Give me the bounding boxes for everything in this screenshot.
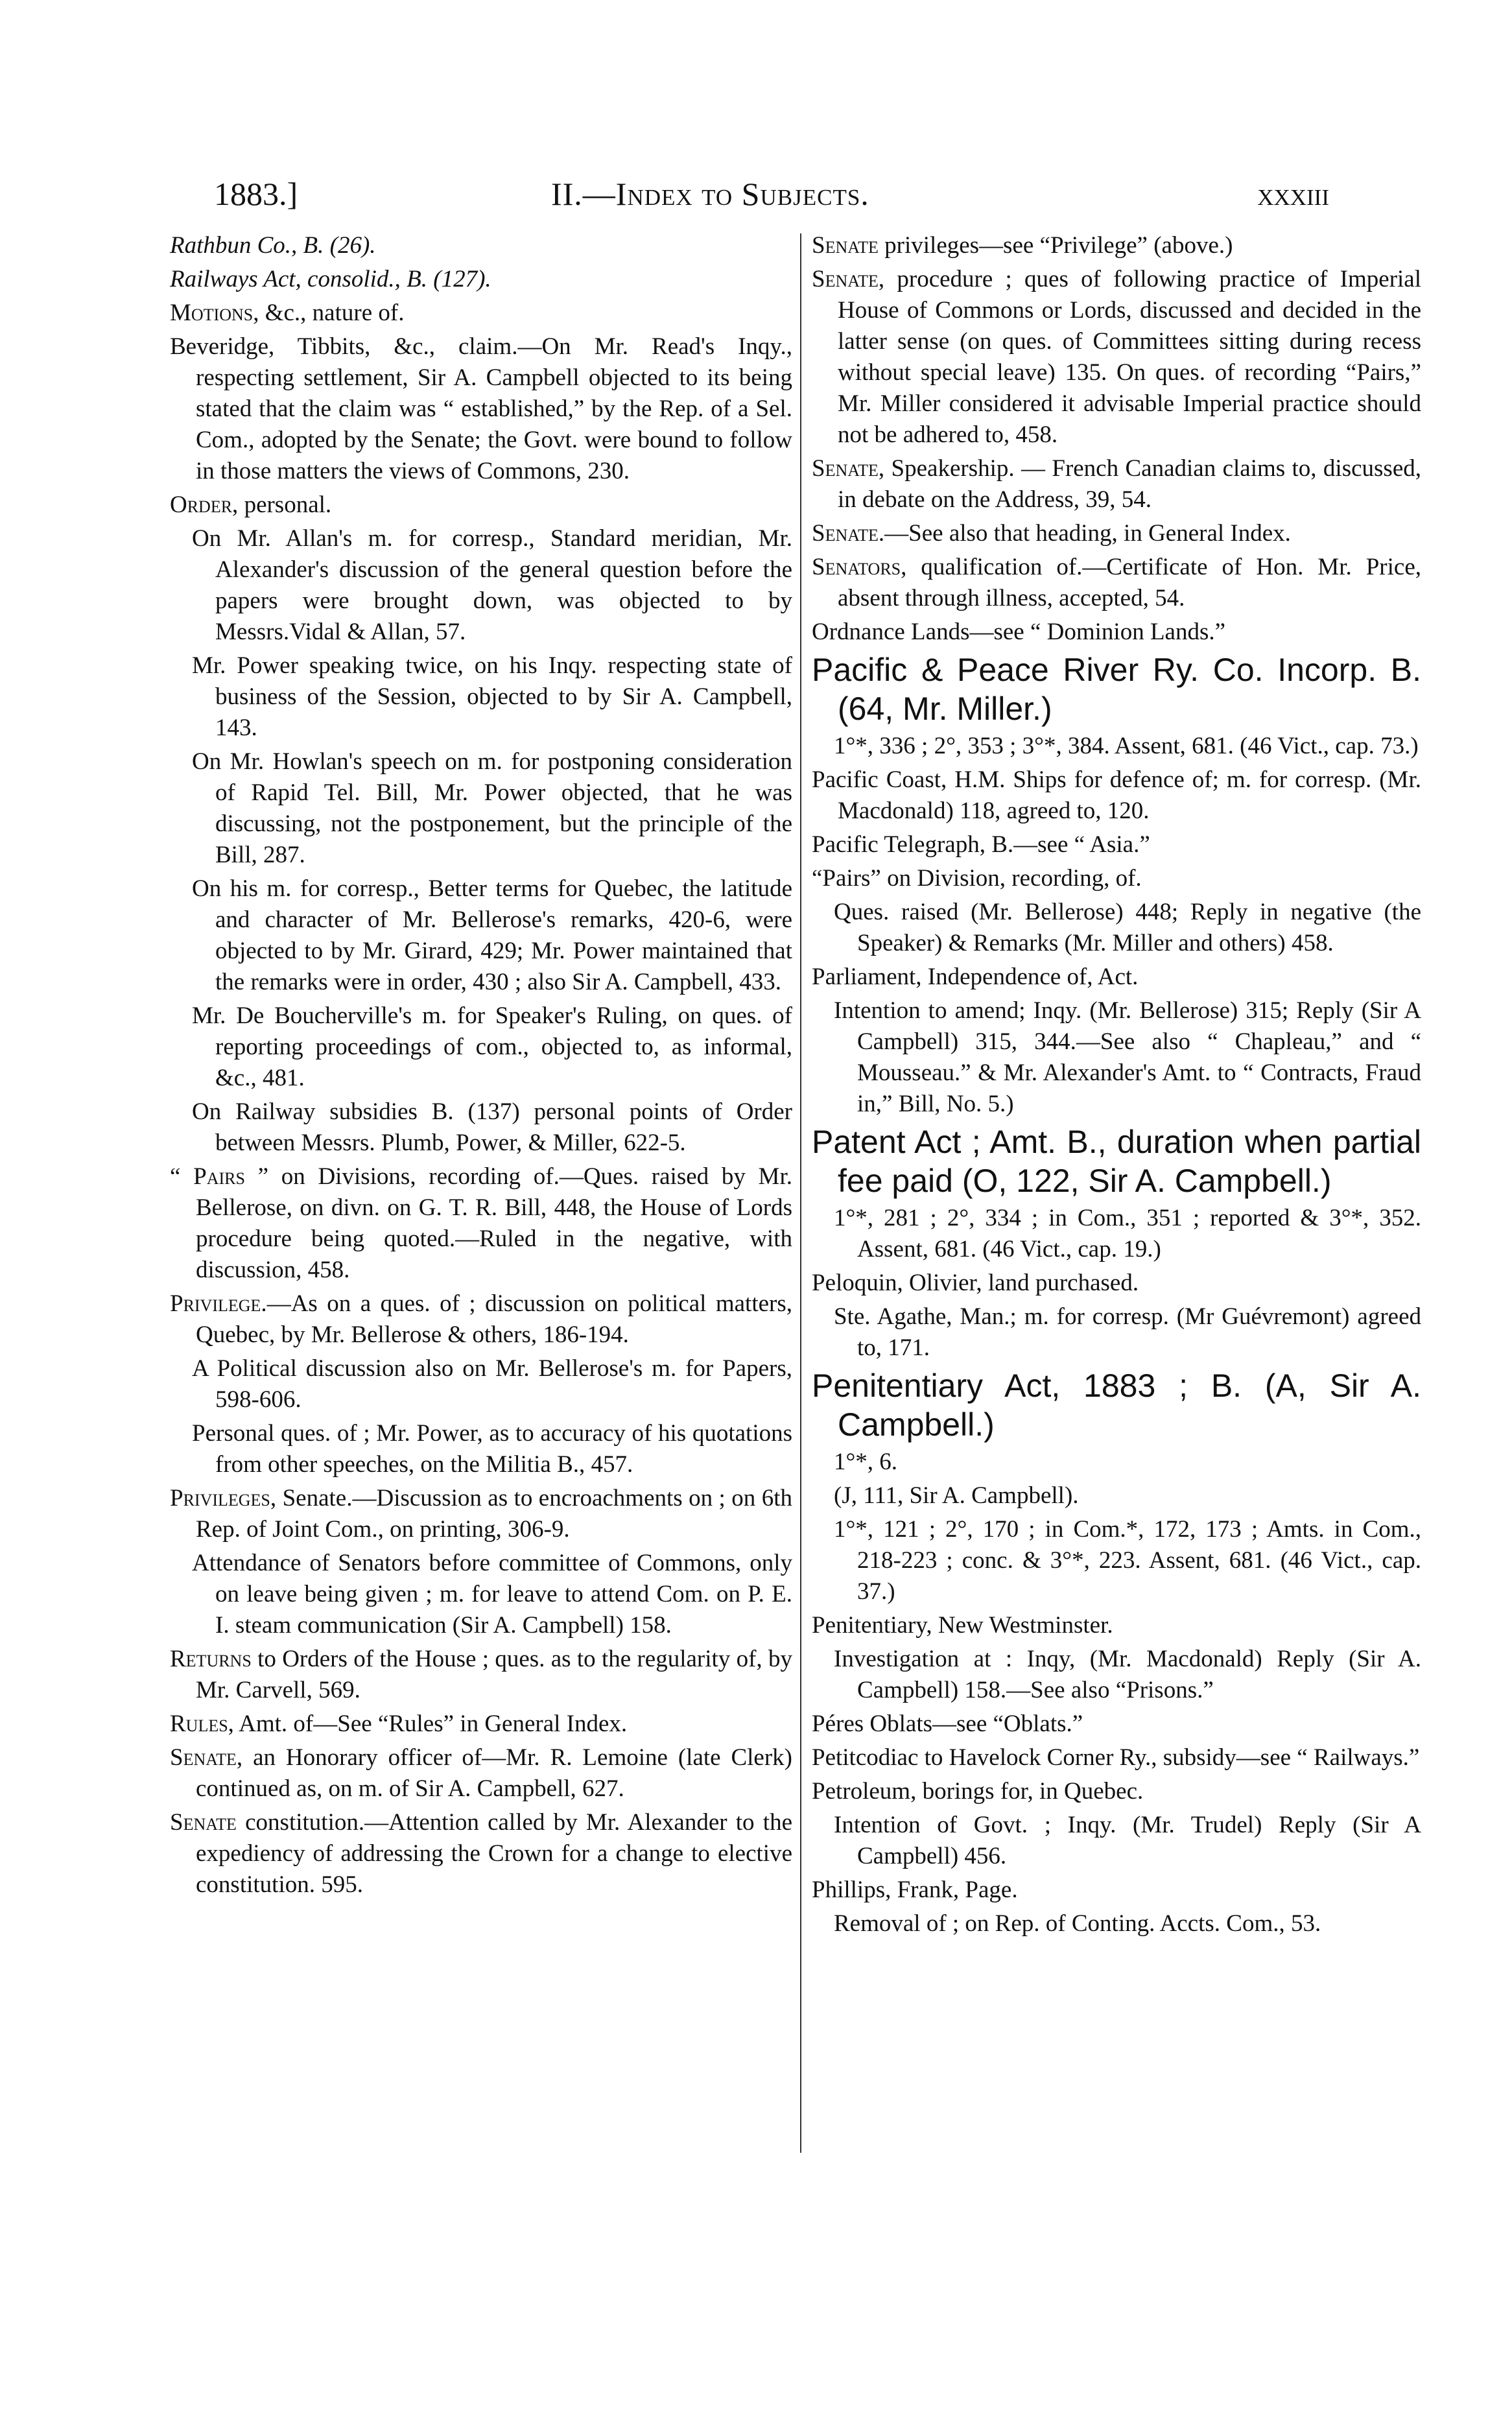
index-entry bbox=[812, 1447, 1421, 1478]
entry-heading: Rules, bbox=[170, 1711, 234, 1737]
index-entry bbox=[170, 650, 792, 744]
index-entry bbox=[812, 552, 1421, 614]
entry-text: an Honorary officer of—Mr. R. Lemoine (late Clerk) continued as, on m. of Sir A. Campbell, 627. bbox=[196, 1744, 792, 1802]
entry-text: Pacific & Peace River Ry. Co. Incorp. B. (64, Mr. Miller.) bbox=[812, 652, 1421, 727]
entry-text: Petitcodiac to Havelock Corner Ry., subsidy—see “ Railways.” bbox=[812, 1744, 1420, 1771]
index-entry bbox=[812, 1644, 1421, 1706]
index-entry bbox=[170, 298, 792, 329]
entry-text: On Railway subsidies B. (137) personal points of Order between Messrs. Plumb, Power, & Miller, 622-5. bbox=[192, 1098, 792, 1156]
header-title: II.—Index to Subjects. bbox=[551, 176, 869, 212]
entry-text: Removal of ; on Rep. of Conting. Accts. Com., 53. bbox=[834, 1910, 1321, 1937]
entry-text: Senate.—Discussion as to encroachments on ; on 6th Rep. of Joint Com., on printing, 306-9. bbox=[196, 1485, 792, 1543]
entry-text: Péres Oblats—see “Oblats.” bbox=[812, 1711, 1083, 1737]
index-entry bbox=[170, 331, 792, 487]
entry-text: 1°*, 281 ; 2°, 334 ; in Com., 351 ; reported & 3°*, 352. Assent, 681. (46 Vict., cap. 19.) bbox=[834, 1205, 1421, 1262]
index-entry bbox=[170, 1807, 792, 1901]
right-column bbox=[812, 230, 1421, 1942]
index-entry bbox=[812, 1122, 1421, 1200]
index-entry bbox=[812, 230, 1421, 261]
index-entry bbox=[812, 1480, 1421, 1511]
entry-text: On Mr. Allan's m. for corresp., Standard meridian, Mr. Alexander's discussion of the general question before the papers were brought down, was objected to by Messrs.Vidal & Allan, 57. bbox=[192, 525, 792, 645]
index-entry bbox=[812, 731, 1421, 762]
index-entry bbox=[812, 1203, 1421, 1265]
entry-text: Petroleum, borings for, in Quebec. bbox=[812, 1778, 1144, 1805]
entry-heading: Senate. bbox=[812, 520, 885, 547]
index-entry bbox=[170, 1483, 792, 1545]
index-entry bbox=[170, 1548, 792, 1641]
entry-text: Personal ques. of ; Mr. Power, as to accuracy of his quotations from other speeches, on the Militia B., 457. bbox=[192, 1420, 792, 1478]
entry-text: Pacific Coast, H.M. Ships for defence of; m. for corresp. (Mr. Macdonald) 118, agreed to, 120. bbox=[812, 766, 1421, 824]
entry-text: On Mr. Howlan's speech on m. for postponing consideration of Rapid Tel. Bill, Mr. Power objected, that he was discussing, not the postponement, but the principle of the Bill, 287. bbox=[192, 748, 792, 868]
index-entry bbox=[170, 1709, 792, 1740]
index-entry bbox=[812, 264, 1421, 451]
index-entry bbox=[812, 1810, 1421, 1872]
entry-text: Attendance of Senators before committee of Commons, only on leave being given ; m. for leave to attend Com. on P. E. I. steam communication (Sir A. Campbell) 158. bbox=[192, 1550, 792, 1639]
entry-heading: Senate bbox=[170, 1809, 237, 1836]
header-year: 1883.] bbox=[214, 176, 298, 212]
entry-text: —See also that heading, in General Index. bbox=[884, 520, 1291, 547]
entry-text: to Orders of the House ; ques. as to the regularity of, by Mr. Carvell, 569. bbox=[196, 1646, 792, 1703]
entry-text: Ste. Agathe, Man.; m. for corresp. (Mr Guévremont) agreed to, 171. bbox=[834, 1303, 1421, 1361]
entry-heading: “ Pairs ” bbox=[170, 1163, 269, 1190]
index-entry bbox=[812, 1268, 1421, 1299]
index-entry bbox=[170, 1644, 792, 1706]
entry-heading: Privilege. bbox=[170, 1290, 267, 1317]
entry-text: on Divisions, recording of.—Ques. raised by Mr. Bellerose, on divn. on G. T. R. Bill, 448, the House of Lords procedure being quoted.—Ruled in the negative, with discussion, 458. bbox=[196, 1163, 792, 1283]
entry-text: On his m. for corresp., Better terms for Quebec, the latitude and character of Mr. Bellerose's remarks, 420-6, were objected to by Mr. Girard, 429; Mr. Power maintained that the remarks were in order, 430 ; also Sir A. Campbell, 433. bbox=[192, 875, 792, 995]
index-entry bbox=[170, 1353, 792, 1416]
index-entry bbox=[812, 962, 1421, 993]
index-entry bbox=[170, 746, 792, 871]
index-entry bbox=[812, 829, 1421, 860]
entry-text: (J, 111, Sir A. Campbell). bbox=[834, 1482, 1079, 1509]
entry-text: Ordnance Lands—see “ Dominion Lands.” bbox=[812, 619, 1226, 645]
index-entry bbox=[812, 863, 1421, 894]
page-header bbox=[214, 175, 1329, 227]
index-entry bbox=[170, 1001, 792, 1094]
entry-heading: Order, bbox=[170, 492, 239, 518]
entry-heading: Senate, bbox=[812, 266, 885, 292]
index-entry bbox=[170, 1161, 792, 1286]
index-entry bbox=[812, 995, 1421, 1120]
entry-heading: Privileges, bbox=[170, 1485, 277, 1511]
entry-heading: Senate, bbox=[812, 455, 885, 482]
entry-text: Ques. raised (Mr. Bellerose) 448; Reply in negative (the Speaker) & Remarks (Mr. Miller and others) 458. bbox=[834, 899, 1421, 956]
index-entry bbox=[170, 264, 792, 295]
left-column bbox=[170, 230, 792, 1903]
index-entry bbox=[812, 1514, 1421, 1607]
index-entry bbox=[812, 453, 1421, 515]
entry-text: Investigation at : Inqy, (Mr. Macdonald) Reply (Sir A. Campbell) 158.—See also “Prisons.” bbox=[834, 1646, 1421, 1703]
index-entry bbox=[812, 1908, 1421, 1939]
entry-text: Intention to amend; Inqy. (Mr. Bellerose) 315; Reply (Sir A Campbell) 315, 344.—See also “ Chapleau,” and “ Mousseau.” & Mr. Alexander's Amt. to “ Contracts, Fraud in,” Bill, No. 5.) bbox=[834, 997, 1421, 1117]
index-entry bbox=[812, 1366, 1421, 1444]
entry-text: —As on a ques. of ; discussion on political matters, Quebec, by Mr. Bellerose & others, 186-194. bbox=[196, 1290, 792, 1348]
index-entry bbox=[170, 873, 792, 998]
entry-text: Mr. De Boucherville's m. for Speaker's Ruling, on ques. of reporting proceedings of com., objected to, as informal, &c., 481. bbox=[192, 1002, 792, 1091]
index-entry bbox=[170, 1288, 792, 1351]
index-entry bbox=[812, 764, 1421, 827]
index-entry bbox=[812, 1776, 1421, 1807]
entry-heading: Senate bbox=[812, 232, 879, 259]
entry-text: Phillips, Frank, Page. bbox=[812, 1877, 1018, 1903]
entry-text: “Pairs” on Division, recording, of. bbox=[812, 865, 1142, 892]
index-entry bbox=[812, 1875, 1421, 1906]
index-entry bbox=[812, 1709, 1421, 1740]
entry-text: 1°*, 121 ; 2°, 170 ; in Com.*, 172, 173 ; Amts. in Com., 218-223 ; conc. & 3°*, 223. Assent, 681. (46 Vict., cap. 37.) bbox=[834, 1516, 1421, 1605]
entry-text: constitution.—Attention called by Mr. Alexander to the expediency of addressing the Crown for a change to elective constitution. 595. bbox=[196, 1809, 792, 1898]
entry-heading: Senators, bbox=[812, 554, 907, 580]
index-entry bbox=[170, 490, 792, 521]
entry-text: Parliament, Independence of, Act. bbox=[812, 964, 1139, 990]
entry-text: Peloquin, Olivier, land purchased. bbox=[812, 1270, 1139, 1296]
index-entry bbox=[170, 523, 792, 648]
entry-text: procedure ; ques of following practice of Imperial House of Commons or Lords, discussed and decided in the latter sense (on ques. of Committees sitting during recess without special leave) 135. On ques. of recording “Pairs,” Mr. Miller considered it advisable Imperial practice should not be adhered to, 458. bbox=[838, 266, 1421, 448]
entry-text: 1°*, 6. bbox=[834, 1449, 898, 1475]
entry-text: Railways Act, consolid., B. (127). bbox=[170, 266, 491, 292]
entry-text: Patent Act ; Amt. B., duration when partial fee paid (O, 122, Sir A. Campbell.) bbox=[812, 1124, 1421, 1199]
index-entry bbox=[170, 1096, 792, 1159]
entry-text: A Political discussion also on Mr. Bellerose's m. for Papers, 598-606. bbox=[192, 1355, 792, 1413]
index-entry bbox=[170, 230, 792, 261]
entry-text: &c., nature of. bbox=[259, 300, 405, 326]
entry-text: Rathbun Co., B. (26). bbox=[170, 232, 376, 259]
index-entry bbox=[812, 617, 1421, 648]
entry-text: Speakership. — French Canadian claims to, discussed, in debate on the Address, 39, 54. bbox=[838, 455, 1421, 513]
entry-text: privileges—see “Privilege” (above.) bbox=[878, 232, 1233, 259]
entry-text: Amt. of—See “Rules” in General Index. bbox=[233, 1711, 628, 1737]
entry-text: Beveridge, Tibbits, &c., claim.—On Mr. Read's Inqy., respecting settlement, Sir A. Campbell objected to its being stated that the claim was “ established,” by the Rep. of a Sel. Com., adopted by the Senate; the Govt. were bound to follow in those matters the views of Commons, 230. bbox=[170, 333, 792, 484]
index-entry bbox=[812, 1742, 1421, 1773]
index-entry bbox=[170, 1742, 792, 1805]
header-page-number: xxxiii bbox=[1257, 176, 1329, 212]
index-entry bbox=[812, 1301, 1421, 1364]
entry-text: 1°*, 336 ; 2°, 353 ; 3°*, 384. Assent, 681. (46 Vict., cap. 73.) bbox=[834, 733, 1419, 759]
index-entry bbox=[812, 897, 1421, 959]
entry-text: Penitentiary, New Westminster. bbox=[812, 1612, 1113, 1639]
index-entry bbox=[812, 518, 1421, 549]
index-entry bbox=[812, 650, 1421, 728]
entry-text: Mr. Power speaking twice, on his Inqy. respecting state of business of the Session, objected to by Sir A. Campbell, 143. bbox=[192, 652, 792, 741]
entry-text: qualification of.—Certificate of Hon. Mr. Price, absent through illness, accepted, 54. bbox=[838, 554, 1421, 611]
index-entry bbox=[812, 1610, 1421, 1641]
entry-text: Pacific Telegraph, B.—see “ Asia.” bbox=[812, 831, 1150, 858]
entry-heading: Returns bbox=[170, 1646, 252, 1672]
entry-text: personal. bbox=[238, 492, 332, 518]
index-entry bbox=[170, 1418, 792, 1480]
entry-heading: Motions, bbox=[170, 300, 259, 326]
entry-heading: Senate, bbox=[170, 1744, 243, 1771]
column-divider bbox=[800, 233, 801, 2153]
entry-text: Intention of Govt. ; Inqy. (Mr. Trudel) Reply (Sir A Campbell) 456. bbox=[834, 1812, 1421, 1869]
entry-text: Penitentiary Act, 1883 ; B. (A, Sir A. Campbell.) bbox=[812, 1368, 1421, 1443]
